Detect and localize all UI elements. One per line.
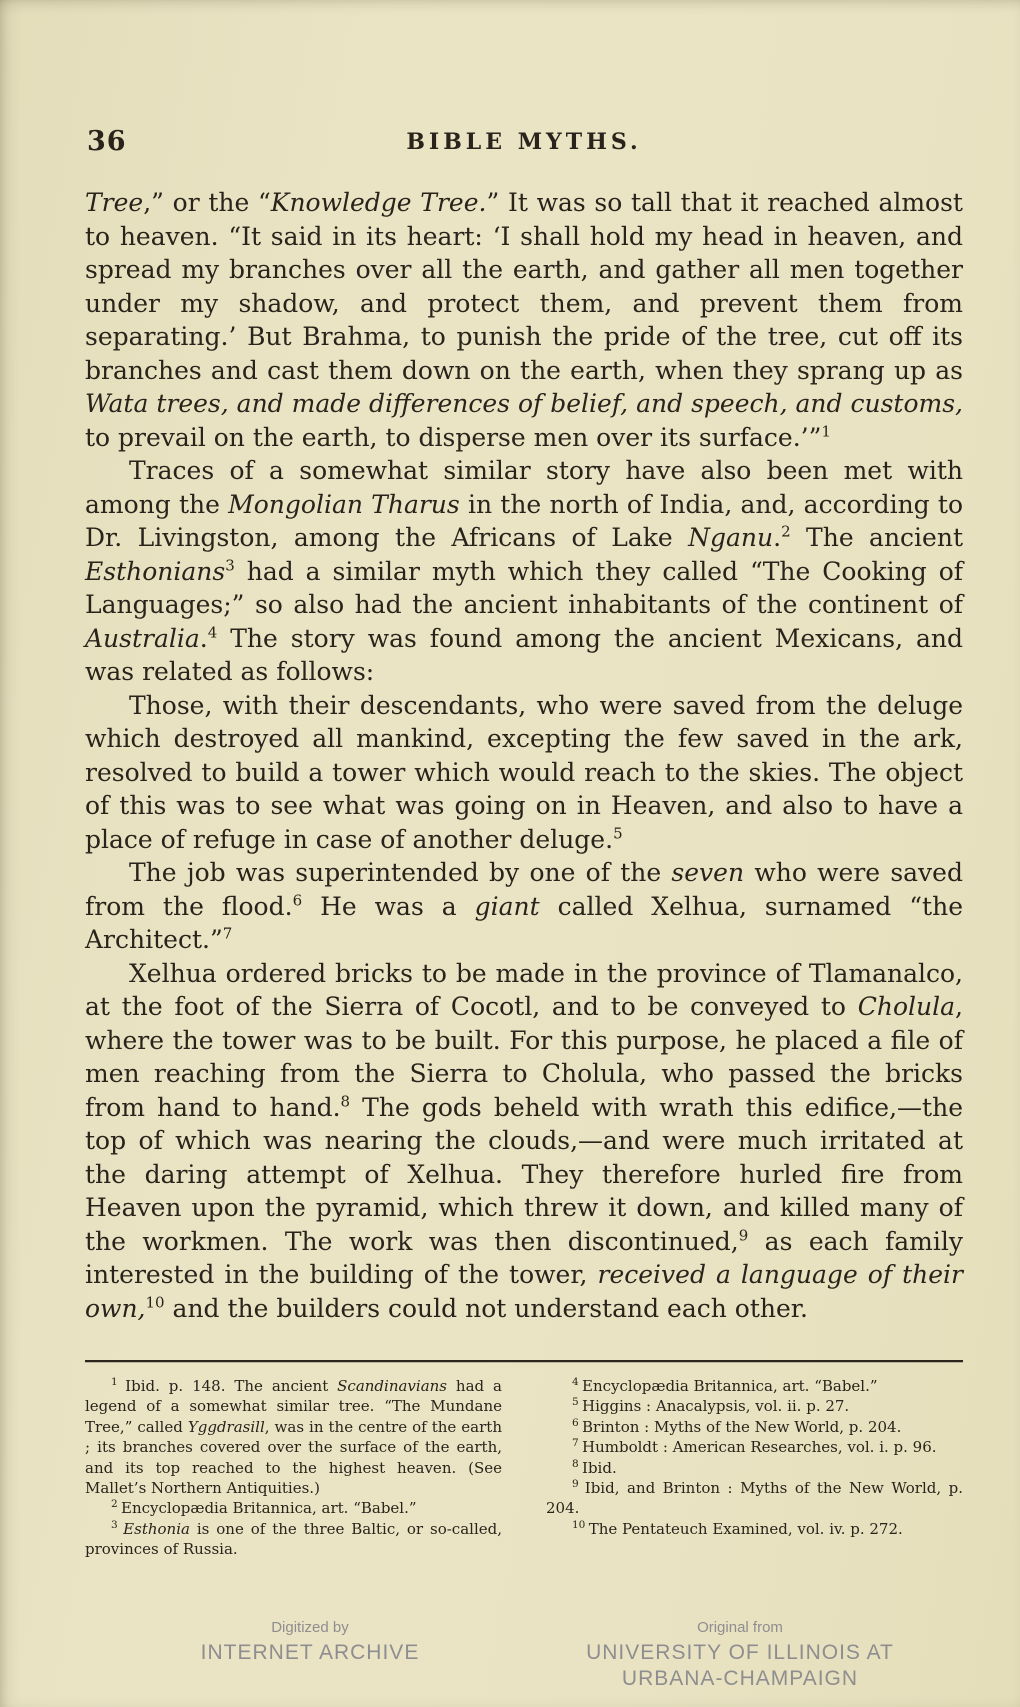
- footnote-reference: 9: [572, 1478, 585, 1491]
- text-segment: The story was found among the ancient Mexicans, and was related as follows:: [85, 623, 963, 686]
- footnote-reference: 8: [572, 1457, 583, 1470]
- text-segment: giant: [474, 891, 540, 921]
- text-segment: Yggdrasill: [187, 1417, 265, 1436]
- text-segment: Higgins : Anacalypsis, vol. ii. p. 27.: [582, 1397, 850, 1416]
- text-segment: Encyclopædia Britannica, art. “Babel.”: [121, 1499, 417, 1518]
- footnote: [546, 1376, 963, 1396]
- text-segment: and the builders could not understand each other.: [164, 1293, 808, 1323]
- text-segment: Brinton : Myths of the New World, p. 204.: [582, 1417, 902, 1436]
- text-segment: Traces of a somewhat similar story have also been met with among the: [85, 456, 963, 519]
- footnote: [546, 1478, 963, 1519]
- university-name-line2: URBANA-CHAMPAIGN: [621, 1667, 859, 1690]
- body-paragraph: [85, 856, 963, 957]
- footnote-reference: 4: [207, 623, 218, 642]
- body-text: [85, 186, 963, 1325]
- text-segment: to prevail on the earth, to disperse men over its surface.’”: [85, 422, 822, 452]
- footnote-reference: 2: [781, 522, 791, 541]
- footnote-reference: 7: [572, 1437, 583, 1450]
- footnote: [546, 1396, 963, 1416]
- footnote: [85, 1376, 502, 1498]
- page-number: 36: [87, 126, 127, 157]
- footnotes-right-column: [546, 1376, 963, 1560]
- text-segment: Tree: [85, 188, 144, 217]
- footnote-reference: 4: [572, 1376, 583, 1388]
- text-segment: seven: [671, 858, 745, 887]
- text-segment: who were saved from the flood.: [85, 858, 963, 921]
- text-segment: Knowledge Tree.: [270, 188, 487, 217]
- body-paragraph: [85, 454, 963, 689]
- text-segment: ” It was so tall that it reached almost to heaven. “It said in its heart: ‘I shall hold my head in heaven, and spread my branches over all the earth, and gather all men together under my shadow, and protect them, and prevent them from separating.’ But Brahma, to punish the pride of the tree, cut off its branches and cast them down on the earth, when they sprang up as: [85, 188, 963, 385]
- footnote-reference: 5: [613, 824, 623, 843]
- footnote: [546, 1519, 963, 1539]
- footnote-reference: 7: [222, 924, 233, 943]
- running-header: [85, 126, 963, 160]
- text-segment: .: [199, 623, 208, 653]
- footnote-reference: 10: [145, 1293, 165, 1312]
- text-segment: The ancient: [790, 523, 963, 552]
- original-from-watermark: [545, 1616, 935, 1692]
- footnote: [546, 1437, 963, 1457]
- text-segment: Ibid.: [582, 1458, 617, 1477]
- original-from-label: Original from: [697, 1619, 783, 1636]
- text-segment: Nganu: [688, 523, 774, 552]
- digitized-by-watermark: [150, 1616, 470, 1666]
- text-segment: called Xelhua, surnamed “the Architect.”: [85, 891, 963, 954]
- footnote-reference: 9: [738, 1226, 749, 1245]
- text-segment: Those, with their descendants, who were saved from the deluge which destroyed all mankind, excepting the few saved in the ark, resolved to build a tower which would reach to the skies. The object of this was to see what was going on in Heaven, and also to have a place of refuge in case of another deluge.: [85, 690, 963, 854]
- footnotes-section: [85, 1376, 963, 1560]
- footnote: [546, 1417, 963, 1437]
- text-segment: Esthonia: [123, 1519, 190, 1538]
- body-paragraph: [85, 689, 963, 857]
- text-segment: , was in the centre of the earth ; its branches covered over the surface of the earth, and its top reached to the highest heaven. (See Mallet’s Northern Antiquities.): [85, 1417, 502, 1498]
- text-segment: Esthonians: [85, 556, 226, 586]
- body-paragraph: [85, 957, 963, 1326]
- footnote-reference: 3: [225, 556, 235, 575]
- text-segment: Scandinavians: [337, 1377, 447, 1395]
- footnote-reference: 3: [111, 1518, 124, 1531]
- text-segment: Xelhua ordered bricks to be made in the province of Tlamanalco, at the foot of the Sierra of Cocotl, and to be conveyed to: [85, 958, 963, 1021]
- text-segment: The job was superintended by one of the: [129, 858, 672, 887]
- text-segment: Wata trees, and made differences of belief, and speech, and customs,: [85, 389, 963, 418]
- text-segment: Cholula: [857, 992, 956, 1021]
- text-segment: The Pentateuch Examined, vol. iv. p. 272.: [588, 1519, 903, 1538]
- footnote-reference: 8: [340, 1092, 351, 1111]
- text-segment: had a similar myth which they called “The Cooking of Languages;” so also had the ancient inhabitants of the continent of: [85, 556, 963, 619]
- text-segment: Humboldt : American Researches, vol. i. p. 96.: [582, 1438, 937, 1457]
- text-segment: The gods beheld with wrath this edifice,—the top of which was nearing the clouds,—and were much irritated at the daring attempt of Xelhua. They therefore hurled fire from Heaven upon the pyramid, which threw it down, and killed many of the workmen. The work was then discontinued,: [85, 1092, 963, 1256]
- footnote-reference: 1: [111, 1376, 126, 1388]
- running-header-title: BIBLE MYTHS.: [406, 129, 642, 155]
- footnote-reference: 1: [821, 422, 831, 441]
- text-segment: had a legend of a somewhat similar tree. “The Mundane Tree,” called: [85, 1377, 502, 1436]
- footnote-reference: 5: [572, 1396, 583, 1409]
- text-segment: Encyclopædia Britannica, art. “Babel.”: [582, 1377, 878, 1395]
- text-segment: as each family interested in the building of the tower,: [85, 1226, 964, 1289]
- text-segment: Australia: [85, 623, 200, 653]
- footnote-reference: 6: [292, 891, 303, 910]
- footnote: [546, 1458, 963, 1478]
- footnote: [85, 1519, 502, 1560]
- footnote-reference: 10: [572, 1518, 589, 1531]
- text-segment: in the north of India, and, according to Dr. Livingston, among the Africans of Lake: [85, 489, 964, 552]
- digitized-by-label: Digitized by: [271, 1619, 349, 1636]
- text-segment: is one of the three Baltic, or so-called, provinces of Russia.: [85, 1519, 502, 1559]
- text-segment: received a language of their own,: [85, 1260, 963, 1323]
- text-segment: Ibid, and Brinton : Myths of the New World, p. 204.: [546, 1479, 963, 1518]
- body-paragraph: [85, 186, 963, 454]
- text-segment: .: [773, 523, 782, 552]
- footnote-reference: 6: [572, 1416, 583, 1429]
- text-segment: Mongolian Tharus: [228, 489, 460, 519]
- text-segment: He was a: [302, 891, 475, 921]
- university-name-line1: UNIVERSITY OF ILLINOIS AT: [586, 1641, 894, 1664]
- footnote-divider: [85, 1360, 963, 1362]
- internet-archive-name: INTERNET ARCHIVE: [200, 1641, 420, 1664]
- text-segment: , where the tower was to be built. For this purpose, he placed a file of men reaching from the Sierra to Cholula, who passed the bricks from hand to hand.: [85, 992, 963, 1122]
- text-segment: ,” or the “: [143, 188, 271, 217]
- footnote-reference: 2: [111, 1498, 122, 1511]
- footnote: [85, 1498, 502, 1518]
- footnotes-left-column: [85, 1376, 502, 1560]
- text-segment: Ibid. p. 148. The ancient: [125, 1377, 338, 1395]
